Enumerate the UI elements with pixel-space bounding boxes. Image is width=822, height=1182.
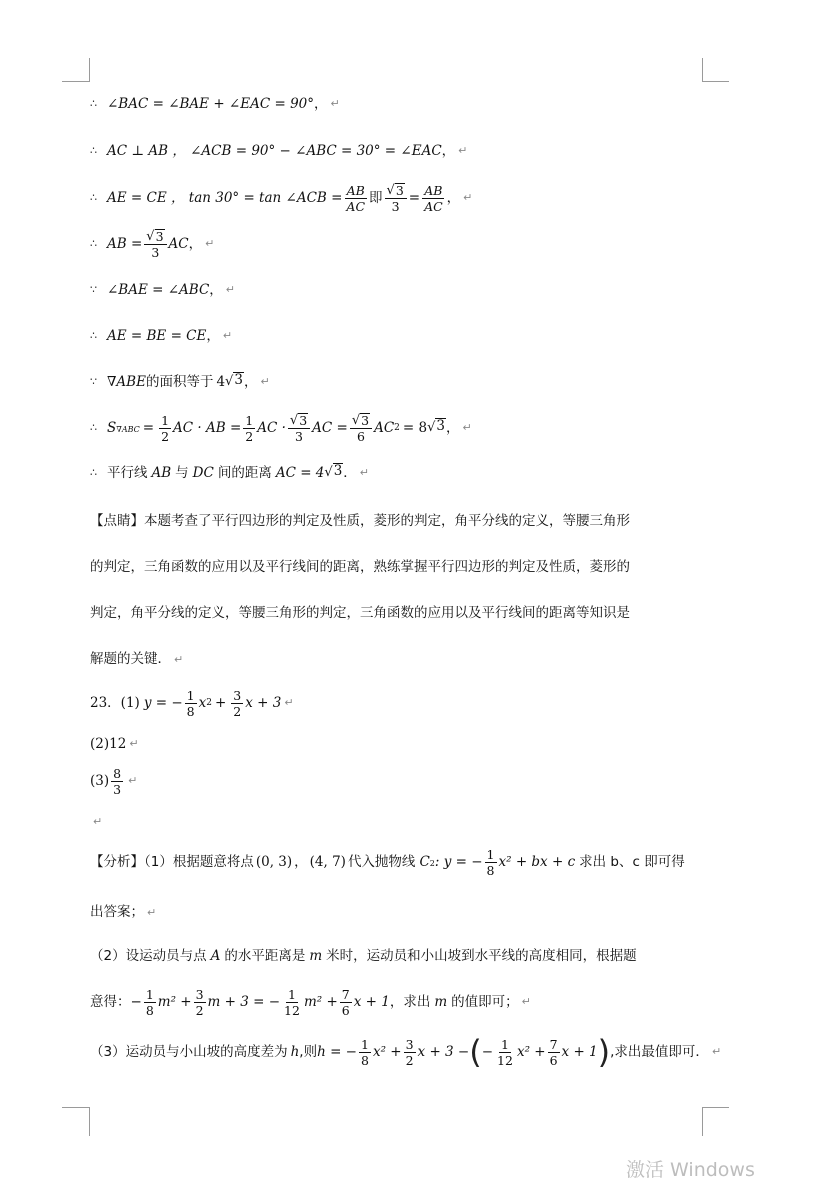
- radicand: 3: [333, 463, 343, 479]
- therefore-symbol: ∴: [90, 329, 97, 342]
- denominator: 2: [233, 703, 242, 719]
- text: 意得：−: [90, 994, 142, 1010]
- numerator: [385, 182, 407, 199]
- text: 出答案；: [90, 904, 144, 920]
- denominator: 8: [361, 1052, 369, 1068]
- denominator: 2: [195, 1002, 204, 1018]
- exponent: 2: [394, 423, 400, 433]
- variable: x: [198, 695, 207, 711]
- q23-answer-1: [90, 684, 294, 722]
- subscript: ∇ABC: [116, 425, 140, 434]
- numerator: [350, 412, 372, 429]
- sqrt: √ 3: [225, 372, 243, 389]
- equation-text: AC · AB =: [173, 420, 242, 436]
- sqrt: √ 3: [351, 413, 370, 428]
- proof-line-7: [90, 372, 270, 392]
- therefore-symbol: ∴: [90, 466, 97, 479]
- therefore-symbol: ∴: [90, 97, 97, 110]
- numerator: 1: [245, 412, 254, 428]
- numerator: AB: [346, 182, 365, 198]
- fraction: [144, 987, 156, 1018]
- answer-text: (2)12: [90, 736, 127, 752]
- equation-text: AC =: [312, 420, 348, 436]
- fraction: [144, 228, 166, 260]
- fraction: [111, 766, 123, 797]
- numerator: AB: [424, 182, 443, 198]
- equation-text: x + 1: [353, 994, 390, 1010]
- radicand: 3: [436, 418, 445, 434]
- denominator: 2: [405, 1052, 414, 1068]
- variable: m: [309, 948, 323, 964]
- analysis-line-3: [90, 946, 637, 966]
- comma: ，: [446, 420, 460, 436]
- numerator: 8: [113, 765, 122, 781]
- analysis-line-1: [90, 842, 685, 882]
- equation-text: AC: [374, 420, 395, 436]
- denominator: 6: [549, 1052, 558, 1068]
- denominator: 8: [486, 862, 495, 878]
- dianjing-line-2: 的判定，三角函数的应用以及平行线间的距离，熟练掌握平行四边形的判定及性质，菱形的: [90, 559, 630, 575]
- paragraph-mark: ↵: [463, 191, 473, 204]
- variable: h: [290, 1044, 300, 1060]
- fraction: [243, 413, 255, 444]
- paragraph-mark: ↵: [284, 696, 294, 709]
- denominator: 3: [391, 199, 400, 214]
- fraction: [385, 182, 407, 214]
- denominator: 3: [295, 429, 303, 444]
- analysis-line-4: [90, 982, 531, 1022]
- equation-text: ∠BAC = ∠BAE + ∠EAC = 90°: [107, 96, 315, 112]
- text: 求出 b、c 即可得: [579, 854, 685, 870]
- radicand: 3: [361, 413, 370, 428]
- segment-label: DC: [192, 465, 214, 481]
- curve-label: C: [419, 854, 430, 870]
- fraction: [485, 847, 497, 878]
- paragraph-mark: ↵: [458, 144, 468, 157]
- text: 的水平距离是: [224, 948, 306, 964]
- comma: ，: [441, 143, 456, 159]
- subscript: 2: [429, 859, 435, 868]
- right-paren: ): [597, 1033, 611, 1071]
- denominator: 8: [145, 1002, 154, 1018]
- denominator: 12: [284, 1002, 300, 1018]
- because-symbol: ∵: [90, 283, 97, 296]
- dianjing-line-3: 判定，角平分线的定义，等腰三角形的判定，三角函数的应用以及平行线间的距离等知识是: [90, 605, 630, 621]
- radicand: 3: [299, 413, 308, 428]
- comma: ，: [188, 236, 203, 252]
- equation-text: x² +: [516, 1044, 546, 1060]
- page-corner-top-left: [62, 58, 90, 82]
- comma: ，: [243, 374, 258, 390]
- fraction: [282, 987, 302, 1018]
- plus: +: [214, 695, 227, 711]
- fraction: [159, 413, 171, 444]
- dianjing-line-1: 【点睛】本题考查了平行四边形的判定及性质，菱形的判定，角平分线的定义，等腰三角形: [90, 513, 630, 529]
- analysis-line-2: [90, 900, 710, 920]
- area-text: 的面积等于: [145, 374, 214, 390]
- denominator: 6: [356, 429, 365, 444]
- text: （2）设运动员与点: [90, 948, 207, 964]
- equation-text: AB =: [107, 236, 143, 252]
- therefore-symbol: ∴: [90, 191, 97, 204]
- point-label: A: [210, 948, 221, 964]
- equation-text: x + 1: [561, 1044, 598, 1060]
- question-label: 23．(1): [90, 695, 140, 711]
- equation-text: m² +: [157, 994, 192, 1010]
- denominator: 8: [186, 703, 195, 719]
- text: 【分析】（1）根据题意将点: [90, 854, 254, 870]
- sqrt: √ 3: [386, 183, 404, 198]
- equation-text: ∠BAE = ∠ABC: [107, 282, 210, 298]
- minus: −: [481, 1044, 494, 1060]
- paragraph-mark: ↵: [129, 737, 139, 750]
- left-paren: (: [469, 1033, 482, 1071]
- variable: m: [434, 994, 448, 1010]
- comma: ，: [206, 328, 220, 344]
- because-symbol: ∵: [90, 375, 97, 388]
- equation-text: AC: [168, 236, 189, 252]
- numerator: 1: [288, 986, 296, 1002]
- paragraph-mark: ↵: [128, 774, 138, 787]
- text: 代入抛物线: [347, 854, 416, 870]
- therefore-symbol: ∴: [90, 144, 97, 157]
- fraction: [350, 412, 372, 444]
- equation-text: m + 3 = −: [207, 994, 281, 1010]
- fraction: [231, 688, 243, 719]
- segment-label: AB: [151, 465, 172, 481]
- numerator: 1: [186, 687, 195, 703]
- denominator: 2: [161, 428, 170, 444]
- empty-line: [90, 812, 102, 832]
- equation-text: x² + bx + c: [498, 854, 576, 870]
- text: 解题的关键．: [90, 651, 171, 667]
- numerator: 1: [361, 1036, 369, 1052]
- equation-text: AC ·: [257, 420, 286, 436]
- answer-text: (3): [90, 773, 110, 789]
- paragraph-mark: ↵: [174, 653, 184, 666]
- q23-answer-3: [90, 762, 137, 800]
- proof-line-5: [90, 280, 235, 300]
- equation-text: m² +: [303, 994, 338, 1010]
- proof-line-4: [90, 224, 214, 264]
- equation-text: : y = −: [434, 854, 483, 870]
- radicand: 3: [234, 372, 243, 388]
- equation-text: AE = BE = CE: [107, 328, 207, 344]
- radicand: 3: [155, 229, 164, 244]
- numerator: 1: [486, 846, 495, 862]
- denominator: 3: [151, 245, 160, 260]
- comma: ，: [446, 190, 461, 206]
- proof-line-2: [90, 141, 467, 161]
- paragraph-mark: ↵: [711, 1045, 722, 1058]
- numerator: 7: [341, 986, 350, 1002]
- fraction: [422, 183, 445, 214]
- text: ,求出最值即可．: [610, 1044, 709, 1060]
- proof-line-6: [90, 326, 232, 346]
- exponent: 2: [206, 698, 212, 708]
- numerator: 1: [501, 1036, 509, 1052]
- numerator: [144, 228, 166, 245]
- paragraph-mark: ↵: [93, 815, 103, 828]
- equation-text: x + 3: [245, 695, 282, 711]
- page-corner-top-right: [702, 58, 729, 82]
- page-corner-bottom-left: [62, 1107, 90, 1136]
- fraction: [344, 183, 367, 214]
- paragraph-mark: ↵: [225, 283, 236, 296]
- denominator: 2: [245, 428, 254, 444]
- denominator: 3: [113, 781, 122, 797]
- proof-line-3: ∴ AE = CE ， tan 30° = tan ∠ACB = $\frac{AB}{AC}$ 即 √ 3 3 = $\frac{AB}{AC}$ ， ↵: [90, 182, 473, 214]
- analysis-line-5: [90, 1030, 721, 1074]
- equation-text: h = −: [317, 1044, 357, 1060]
- numerator: 3: [233, 687, 242, 703]
- therefore-symbol: ∴: [90, 421, 97, 434]
- proof-line-9: [90, 463, 369, 483]
- triangle-label: ∇ABE: [107, 374, 146, 390]
- point-coordinates: (4, 7): [309, 854, 346, 870]
- text: ,则: [299, 1044, 318, 1060]
- paragraph-mark: ↵: [462, 421, 472, 434]
- fraction: [359, 1037, 371, 1068]
- proof-line-8: ∴ S ∇ABC = $\frac{1}{2}$ AC · AB = $\frac{1}{2}$ AC · √ 3 3 AC = √ 3 6 AC 2 = 8 √ 3 ， ↵: [90, 412, 472, 444]
- paragraph-mark: ↵: [147, 906, 157, 919]
- sqrt: √ 3: [324, 463, 343, 480]
- dianjing-line-4: [90, 647, 710, 667]
- denominator: AC: [346, 198, 366, 214]
- sqrt: √ 3: [427, 418, 445, 435]
- equation-text: x² +: [372, 1044, 402, 1060]
- equation-text: AE = CE ， tan 30° = tan ∠ACB =: [107, 190, 343, 206]
- fraction: [404, 1037, 416, 1068]
- comma: ，: [209, 282, 223, 298]
- sqrt: √ 3: [289, 413, 308, 428]
- comma: ，: [294, 854, 308, 870]
- number: 4: [216, 374, 226, 390]
- equation-text: y = −: [143, 695, 183, 711]
- equation-text: AC = 4: [275, 465, 325, 481]
- fraction: [185, 688, 197, 719]
- numerator: 3: [195, 986, 204, 1002]
- text: 间的距离: [217, 465, 272, 481]
- paragraph-mark: ↵: [260, 375, 270, 388]
- numerator: 1: [161, 412, 170, 428]
- fraction: [194, 987, 206, 1018]
- denominator: 12: [497, 1052, 513, 1068]
- paragraph-mark: ↵: [205, 237, 215, 250]
- text: 米时，运动员和小山坡到水平线的高度相同，根据题: [326, 948, 637, 964]
- text: ，求出: [389, 994, 431, 1010]
- fraction: [288, 412, 310, 444]
- paragraph-mark: ↵: [222, 329, 233, 342]
- period: ．: [343, 465, 357, 481]
- denominator: AC: [424, 198, 443, 214]
- therefore-symbol: ∴: [90, 237, 97, 250]
- fraction: [340, 987, 352, 1018]
- page-corner-bottom-right: [702, 1107, 729, 1136]
- point-coordinates: (0, 3): [255, 854, 293, 870]
- area-symbol: S: [107, 420, 117, 436]
- equation-text: x + 3 −: [417, 1044, 470, 1060]
- numerator: 1: [145, 986, 154, 1002]
- text: （3）运动员与小山坡的高度差为: [90, 1044, 288, 1060]
- windows-activation-watermark: 激活 Windows: [626, 1159, 755, 1181]
- comma: ，: [314, 96, 328, 112]
- equation-text: AC ⊥ AB ， ∠ACB = 90° − ∠ABC = 30° = ∠EAC: [107, 143, 442, 159]
- numerator: 7: [549, 1036, 558, 1052]
- proof-line-1: [90, 94, 340, 114]
- fraction: [548, 1037, 560, 1068]
- sqrt: √ 3: [146, 229, 164, 244]
- text: 与: [175, 465, 189, 481]
- denominator: 6: [341, 1002, 350, 1018]
- numerator: [288, 412, 310, 429]
- paragraph-mark: ↵: [521, 995, 531, 1008]
- paragraph-mark: ↵: [359, 466, 369, 479]
- text: 的值即可；: [451, 994, 519, 1010]
- paragraph-mark: ↵: [330, 97, 340, 110]
- radicand: 3: [395, 183, 404, 198]
- ji-text: 即: [369, 190, 383, 206]
- q23-answer-2: [90, 734, 139, 754]
- text: 平行线: [107, 465, 148, 481]
- numerator: 3: [405, 1036, 414, 1052]
- equation-text: = 8: [402, 420, 428, 436]
- fraction: [495, 1037, 515, 1068]
